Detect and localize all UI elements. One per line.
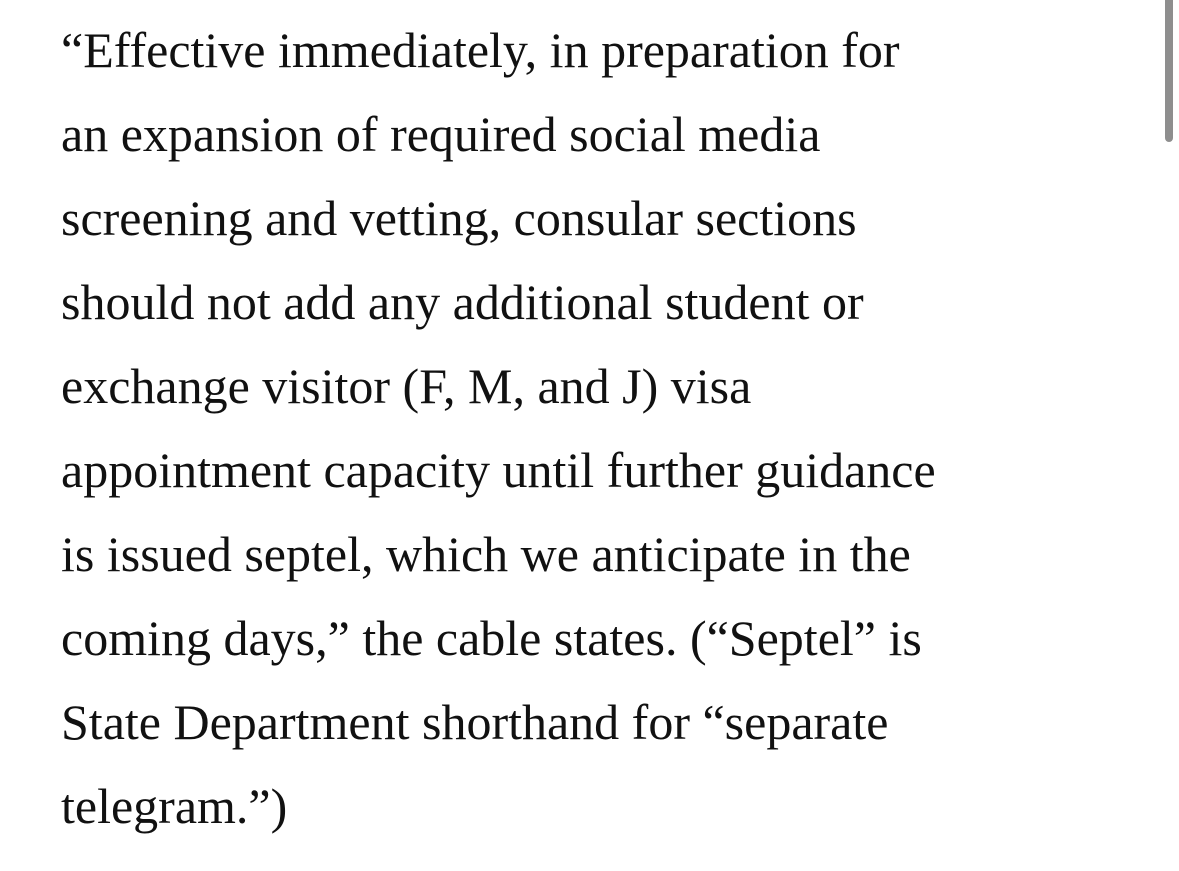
paragraph-line-7: is issued septel, which we anticipate in the xyxy=(61,526,911,582)
paragraph-line-2: an expansion of required social media xyxy=(61,106,821,162)
paragraph-line-4: should not add any additional student or xyxy=(61,274,864,330)
paragraph-line-8: coming days,” the cable states. (“Septel” is xyxy=(61,610,922,666)
vertical-scrollbar-thumb[interactable] xyxy=(1165,0,1173,142)
paragraph-line-5: exchange visitor (F, M, and J) visa xyxy=(61,358,752,414)
paragraph-line-3: screening and vetting, consular sections xyxy=(61,190,857,246)
paragraph-line-10: telegram.”) xyxy=(61,778,288,834)
paragraph-line-1: “Effective immediately, in preparation for xyxy=(61,22,900,78)
paragraph-line-6: appointment capacity until further guidance xyxy=(61,442,936,498)
paragraph-line-9: State Department shorthand for “separate xyxy=(61,694,889,750)
